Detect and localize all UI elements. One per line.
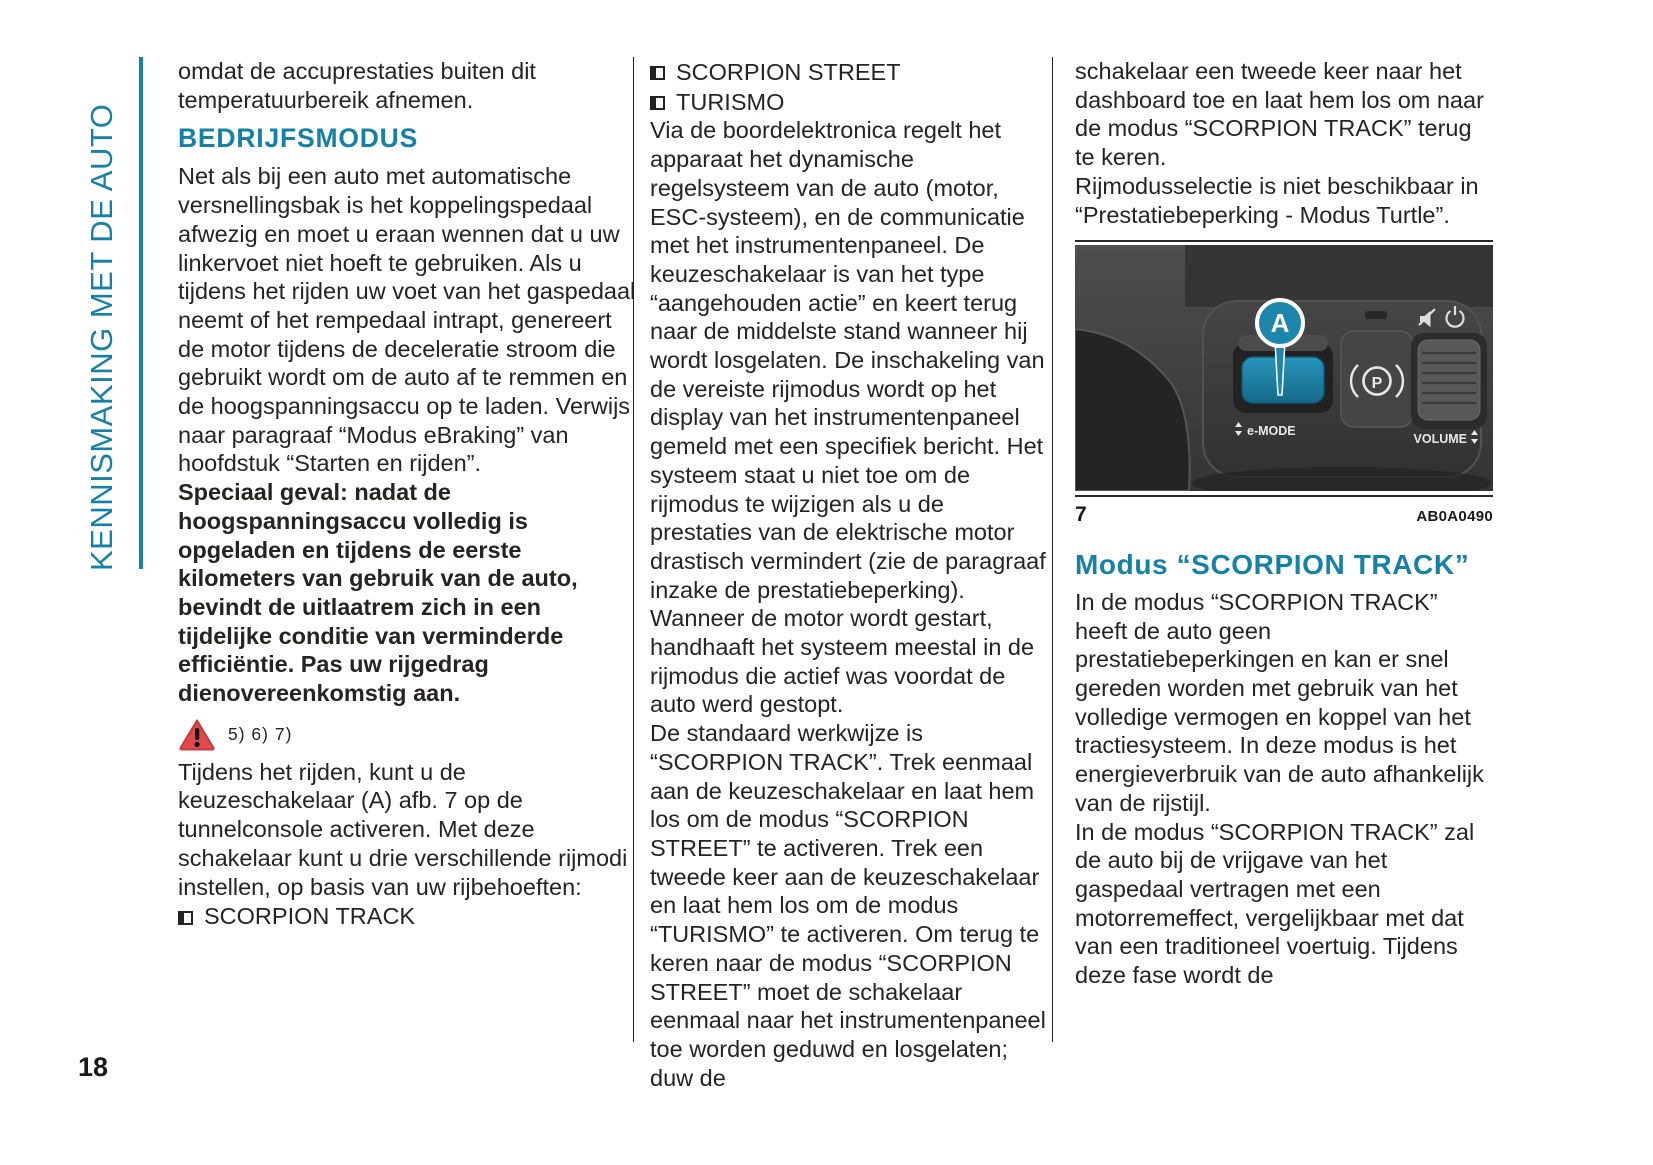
paragraph: In de modus “SCORPION TRACK” zal de auto bij de vrijgave van het gaspedaal vertragen met een motorremeffect, vergelijkbaar met dat van een traditioneel voertuig. Tijdens deze fase wordt de [1075,818,1475,989]
column-3 [1075,57,1495,990]
svg-text:VOLUME: VOLUME [1413,432,1467,447]
paragraph: schakelaar een tweede keer naar het dashboard toe en laat hem los om naar de modus “SCORPION TRACK” terug te keren. [1075,58,1484,171]
park-led-slot [1365,311,1387,319]
column-2 [650,57,1052,1092]
sidebar-chapter-title: KENNISMAKING MET DE AUTO [84,103,119,571]
column-1 [178,57,636,931]
paragraph: Net als bij een auto met automatische versnellingsbak is het koppelingspedaal afwezig en moet u eraan wennen dat u uw linkervoet niet hoeft te gebruiken. Als u tijdens het rijden uw voet van het gaspedaal neemt of het rempedaal intrapt, genereert de motor tijdens de deceleratie stroom die gebruikt wordt om de auto af te remmen en de hoogspanningsaccu op te laden. Verwijs naar paragraaf “Modus eBraking” van hoofdstuk “Starten en rijden”. [178,163,636,477]
list-item-label: SCORPION STREET [676,59,901,85]
column-divider [1052,57,1053,1042]
footnote-references: 5) 6) 7) [228,724,293,745]
figure-number: 7 [1075,503,1087,527]
figure-caption [1075,497,1493,532]
console-photo [1075,245,1493,491]
paragraph: De standaard werkwijze is “SCORPION TRACK”. Trek eenmaal aan de keuzeschakelaar en laat hem los om de modus “SCORPION STREET” te activeren. Trek een tweede keer aan de keuzeschakelaar en laat hem los om de modus “TURISMO” te activeren. Om terug te keren naar de modus “SCORPION STREET” moet de schakelaar eenmaal naar het instrumentenpaneel toe worden geduwd en losgelaten; duw de [650,720,1046,1091]
paragraph: Rijmodusselectie is niet beschikbaar in “Prestatiebeperking - Modus Turtle”. [1075,172,1479,228]
paragraph: In de modus “SCORPION TRACK” heeft de auto geen prestatiebeperkingen en kan er snel gereden worden met gebruik van het volledige vermogen en koppel van het tractiesysteem. In deze modus is het energieverbruik van de auto afhankelijk van de rijstijl. [1075,588,1484,816]
sidebar-rule [139,57,143,569]
figure-code: AB0A0490 [1416,508,1493,526]
bullet-square-icon [650,96,665,110]
list-item-label: TURISMO [676,88,785,115]
section-heading-bedrijfsmodus: BEDRIJFSMODUS [178,123,419,154]
bullet-square-icon [650,66,665,80]
figure-console-photo [1075,240,1493,532]
svg-text:A: A [1270,308,1290,339]
list-item-label: SCORPION TRACK [204,903,416,930]
paragraph-special-case: Speciaal geval: nadat de hoogspanningsaccu volledig is opgeladen en tijdens de eerste kilometers van gebruik van de auto, bevindt de uitlaatrem zich in een tijdelijke conditie van verminderde efficiëntie. Pas uw rijgedrag dienovereenkomstig aan. [178,479,578,707]
paragraph: Via de boordelektronica regelt het apparaat het dynamische regelsysteem van de auto (motor, ESC-systeem), en de communicatie met het instrumentenpaneel. De keuzeschakelaar is van het type “aangehouden actie” en keert terug naar de middelste stand wanneer hij wordt losgelaten. De inschakeling van de vereiste rijmodus wordt op het display van het instrumentenpaneel gemeld met een specifiek bericht. Het systeem staat u niet toe om de rijmodus te wijzigen als u de prestaties van de elektrische motor drastisch vermindert (zie de paragraaf inzake de prestatiebeperking). Wanneer de motor wordt gestart, handhaaft het systeem meestal in de rijmodus die actief was voordat de auto werd gestopt. [650,117,1046,718]
warning-note [178,715,636,755]
paragraph: Tijdens het rijden, kunt u de keuzeschakelaar (A) afb. 7 op de tunnelconsole activeren. Met deze schakelaar kunt u drie verschillende rijmodi instellen, op basis van uw rijbehoeften: [178,758,628,900]
svg-text:P: P [1371,375,1383,393]
page-number: 18 [78,1052,109,1082]
list-item [650,88,1052,117]
section-heading-scorpion-track: Modus “SCORPION TRACK” [1075,548,1470,580]
bullet-square-icon [178,911,193,925]
list-item [178,902,636,931]
svg-text:e-MODE: e-MODE [1247,424,1296,439]
paragraph: omdat de accuprestaties buiten dit temperatuurbereik afnemen. [178,58,536,113]
list-item [650,58,1052,87]
warning-triangle-icon [178,718,216,752]
figure-top-rule [1075,240,1493,242]
